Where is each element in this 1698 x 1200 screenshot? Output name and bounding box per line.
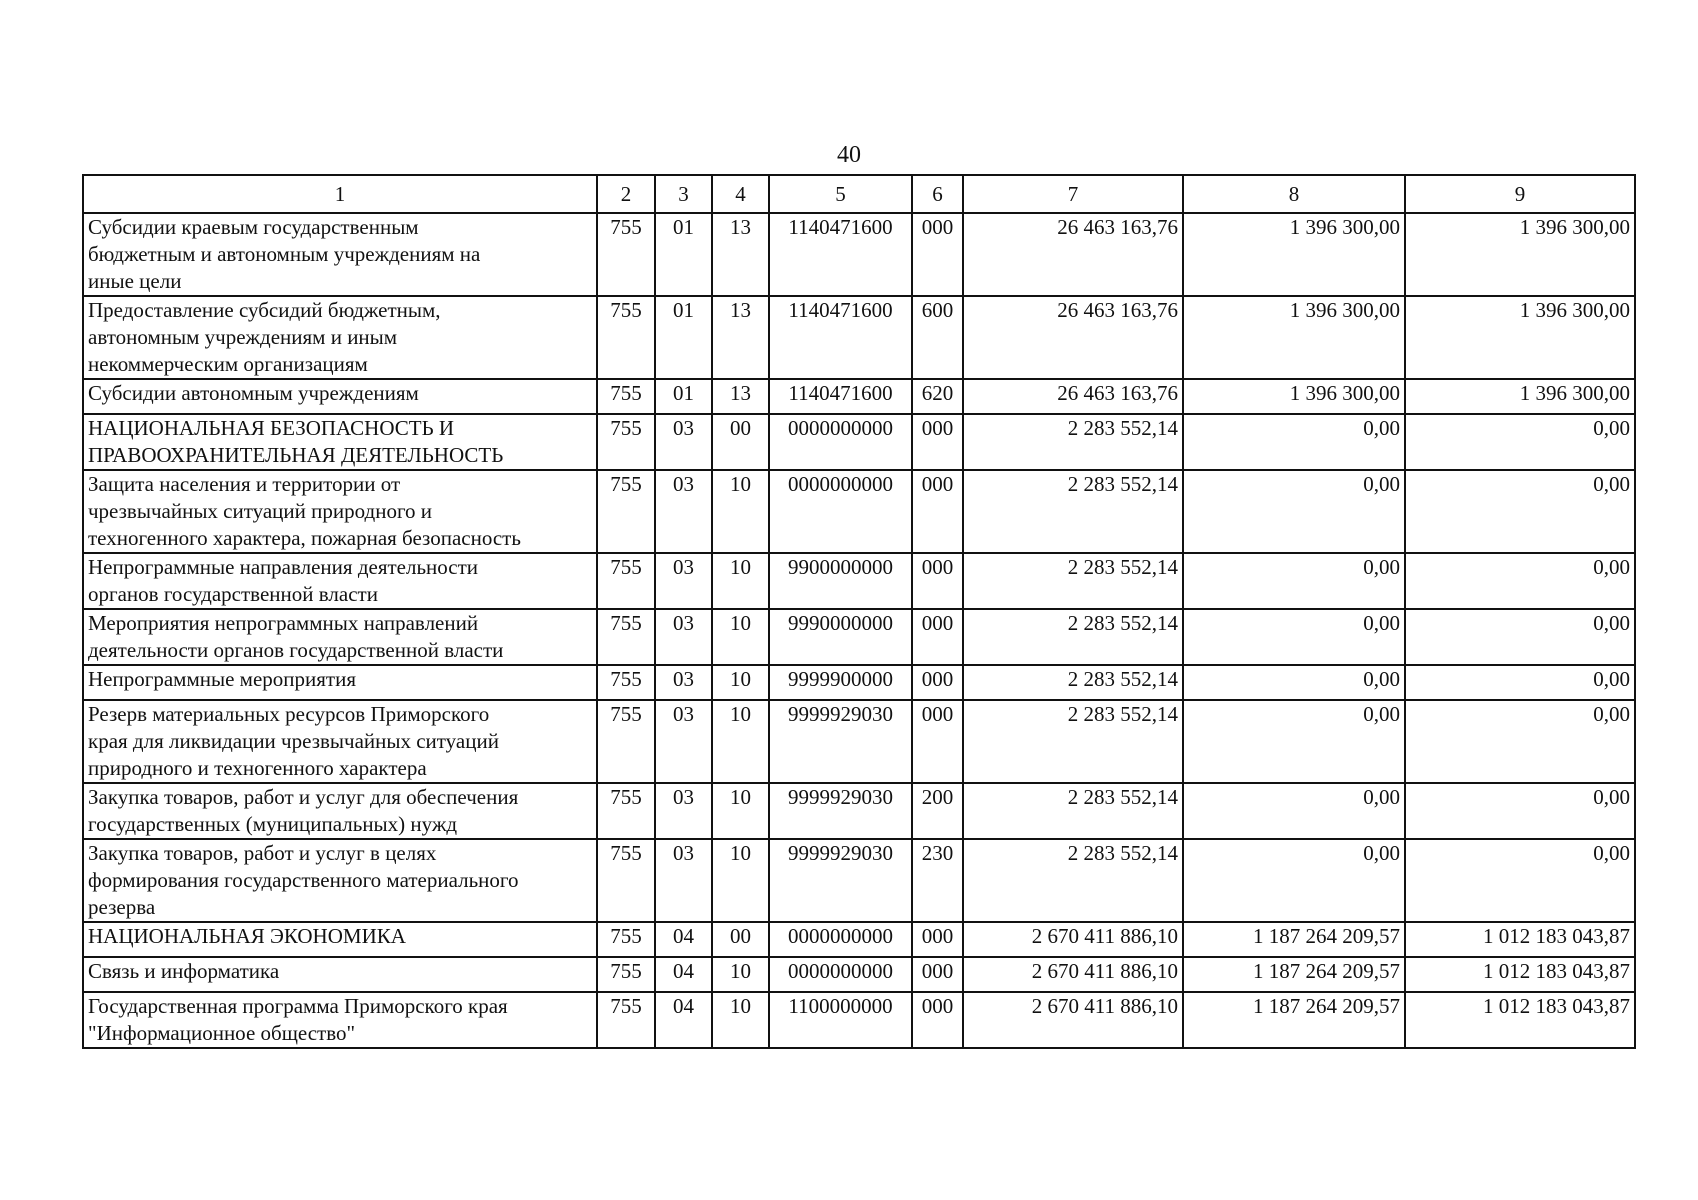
section-cell — [655, 992, 712, 1048]
row-name-cell-text: Предоставление субсидий бюджетным, автономным учреждениям и иным некоммерческим организациям — [88, 298, 441, 376]
row-name-cell — [83, 379, 597, 414]
subsection-cell-text: 00 — [730, 416, 751, 440]
amount-cell — [1183, 414, 1405, 470]
amount-cell-text: 0,00 — [1593, 785, 1630, 809]
expense-type-cell-text: 000 — [921, 215, 954, 239]
amount-cell — [1183, 922, 1405, 957]
amount-cell-text: 1 012 183 043,87 — [1483, 924, 1630, 948]
subsection-cell-text: 13 — [730, 381, 751, 405]
subsection-cell-text: 10 — [730, 994, 751, 1018]
subsection-cell — [712, 922, 769, 957]
target-article-cell — [769, 553, 912, 609]
code-cell — [597, 296, 655, 379]
expense-type-cell — [912, 922, 963, 957]
code-cell-text: 755 — [610, 924, 642, 948]
amount-cell-text: 0,00 — [1593, 611, 1630, 635]
expense-type-cell-text: 000 — [921, 472, 954, 496]
amount-cell — [1405, 553, 1635, 609]
amount-cell — [1183, 553, 1405, 609]
code-cell-text: 755 — [610, 472, 642, 496]
expense-type-cell — [912, 700, 963, 783]
expense-type-cell-text: 200 — [921, 785, 954, 809]
amount-cell — [963, 992, 1183, 1048]
section-cell-text: 01 — [673, 215, 694, 239]
code-cell — [597, 470, 655, 553]
row-name-cell — [83, 609, 597, 665]
amount-cell-text: 2 283 552,14 — [1067, 785, 1178, 809]
code-cell — [597, 783, 655, 839]
amount-cell — [1405, 213, 1635, 296]
row-name-cell — [83, 922, 597, 957]
row-name-cell — [83, 553, 597, 609]
expense-type-cell — [912, 609, 963, 665]
row-name-cell-text: НАЦИОНАЛЬНАЯ БЕЗОПАСНОСТЬ И ПРАВООХРАНИТЕЛЬНАЯ ДЕЯТЕЛЬНОСТЬ — [88, 416, 504, 467]
code-cell-text: 755 — [610, 555, 642, 579]
target-article-cell-text: 1140471600 — [788, 381, 893, 405]
row-name-cell-text: Субсидии автономным учреждениям — [88, 381, 419, 405]
expense-type-cell — [912, 379, 963, 414]
subsection-cell-text: 10 — [730, 611, 751, 635]
target-article-cell-text: 0000000000 — [788, 924, 893, 948]
table-row — [83, 783, 1635, 839]
subsection-cell — [712, 992, 769, 1048]
amount-cell — [963, 213, 1183, 296]
target-article-cell — [769, 379, 912, 414]
amount-cell-text: 1 012 183 043,87 — [1483, 959, 1630, 983]
row-name-cell — [83, 992, 597, 1048]
expense-type-cell — [912, 414, 963, 470]
section-cell — [655, 609, 712, 665]
amount-cell — [963, 296, 1183, 379]
amount-cell — [1183, 700, 1405, 783]
row-name-cell-text: Закупка товаров, работ и услуг для обеспечения государственных (муниципальных) нужд — [88, 785, 519, 836]
target-article-cell — [769, 470, 912, 553]
code-cell-text: 755 — [610, 667, 642, 691]
header-cell: 3 — [655, 175, 712, 213]
section-cell — [655, 296, 712, 379]
amount-cell — [1405, 379, 1635, 414]
code-cell-text: 755 — [610, 611, 642, 635]
amount-cell — [1183, 213, 1405, 296]
amount-cell-text: 0,00 — [1363, 555, 1400, 579]
target-article-cell-text: 9999929030 — [788, 841, 893, 865]
amount-cell — [1183, 957, 1405, 992]
expense-type-cell-text: 000 — [921, 959, 954, 983]
section-cell-text: 03 — [673, 841, 694, 865]
row-name-cell — [83, 700, 597, 783]
expense-type-cell — [912, 296, 963, 379]
amount-cell-text: 0,00 — [1363, 785, 1400, 809]
code-cell-text: 755 — [610, 381, 642, 405]
subsection-cell — [712, 553, 769, 609]
target-article-cell-text: 9999929030 — [788, 785, 893, 809]
code-cell-text: 755 — [610, 959, 642, 983]
header-cell: 8 — [1183, 175, 1405, 213]
amount-cell-text: 1 396 300,00 — [1289, 215, 1400, 239]
amount-cell — [963, 553, 1183, 609]
amount-cell-text: 1 396 300,00 — [1519, 215, 1630, 239]
target-article-cell-text: 0000000000 — [788, 472, 893, 496]
code-cell — [597, 839, 655, 922]
expense-type-cell-text: 000 — [921, 416, 954, 440]
subsection-cell-text: 10 — [730, 472, 751, 496]
subsection-cell — [712, 665, 769, 700]
target-article-cell — [769, 296, 912, 379]
section-cell — [655, 700, 712, 783]
amount-cell — [1405, 957, 1635, 992]
expense-type-cell-text: 600 — [921, 298, 954, 322]
expense-type-cell — [912, 992, 963, 1048]
target-article-cell-text: 1100000000 — [788, 994, 893, 1018]
amount-cell-text: 0,00 — [1593, 555, 1630, 579]
amount-cell — [1183, 783, 1405, 839]
amount-cell — [1405, 700, 1635, 783]
amount-cell — [963, 414, 1183, 470]
amount-cell — [963, 665, 1183, 700]
section-cell-text: 04 — [673, 994, 694, 1018]
target-article-cell-text: 9999900000 — [788, 667, 893, 691]
amount-cell — [963, 609, 1183, 665]
table-row — [83, 414, 1635, 470]
amount-cell — [963, 470, 1183, 553]
target-article-cell — [769, 992, 912, 1048]
amount-cell-text: 1 396 300,00 — [1519, 381, 1630, 405]
table-row — [83, 553, 1635, 609]
subsection-cell-text: 13 — [730, 298, 751, 322]
amount-cell — [1183, 296, 1405, 379]
expense-type-cell-text: 000 — [921, 994, 954, 1018]
amount-cell — [1405, 922, 1635, 957]
table-row — [83, 296, 1635, 379]
table-row — [83, 922, 1635, 957]
code-cell-text: 755 — [610, 702, 642, 726]
amount-cell-text: 0,00 — [1593, 702, 1630, 726]
target-article-cell — [769, 414, 912, 470]
section-cell-text: 01 — [673, 381, 694, 405]
section-cell — [655, 839, 712, 922]
row-name-cell — [83, 296, 597, 379]
subsection-cell — [712, 296, 769, 379]
amount-cell — [1183, 992, 1405, 1048]
subsection-cell — [712, 957, 769, 992]
subsection-cell — [712, 379, 769, 414]
amount-cell-text: 0,00 — [1363, 667, 1400, 691]
amount-cell-text: 2 283 552,14 — [1067, 555, 1178, 579]
row-name-cell-text: Государственная программа Приморского края "Информационное общество" — [88, 994, 508, 1045]
header-cell: 2 — [597, 175, 655, 213]
section-cell-text: 03 — [673, 667, 694, 691]
target-article-cell-text: 1140471600 — [788, 215, 893, 239]
expense-type-cell-text: 230 — [921, 841, 954, 865]
expense-type-cell-text: 000 — [921, 702, 954, 726]
page-number: 40 — [837, 142, 861, 168]
row-name-cell-text: Связь и информатика — [88, 959, 280, 983]
code-cell-text: 755 — [610, 841, 642, 865]
row-name-cell — [83, 470, 597, 553]
header-cell: 1 — [83, 175, 597, 213]
amount-cell-text: 1 012 183 043,87 — [1483, 994, 1630, 1018]
code-cell — [597, 922, 655, 957]
amount-cell — [1405, 609, 1635, 665]
amount-cell — [1405, 992, 1635, 1048]
target-article-cell — [769, 700, 912, 783]
amount-cell-text: 0,00 — [1593, 841, 1630, 865]
target-article-cell — [769, 665, 912, 700]
table-row — [83, 957, 1635, 992]
row-name-cell — [83, 839, 597, 922]
row-name-cell-text: Непрограммные мероприятия — [88, 667, 356, 691]
code-cell — [597, 700, 655, 783]
expense-type-cell — [912, 553, 963, 609]
code-cell — [597, 379, 655, 414]
target-article-cell — [769, 957, 912, 992]
table-row — [83, 609, 1635, 665]
row-name-cell-text: Непрограммные направления деятельности органов государственной власти — [88, 555, 479, 606]
section-cell — [655, 470, 712, 553]
amount-cell — [1183, 839, 1405, 922]
target-article-cell — [769, 609, 912, 665]
section-cell-text: 03 — [673, 472, 694, 496]
section-cell — [655, 213, 712, 296]
expense-type-cell-text: 000 — [921, 667, 954, 691]
amount-cell-text: 1 396 300,00 — [1519, 298, 1630, 322]
section-cell — [655, 665, 712, 700]
amount-cell-text: 2 670 411 886,10 — [1031, 924, 1178, 948]
header-cell: 5 — [769, 175, 912, 213]
row-name-cell — [83, 665, 597, 700]
budget-table — [82, 174, 1636, 1049]
amount-cell-text: 2 283 552,14 — [1067, 702, 1178, 726]
target-article-cell — [769, 213, 912, 296]
amount-cell-text: 1 396 300,00 — [1289, 298, 1400, 322]
subsection-cell — [712, 470, 769, 553]
expense-type-cell — [912, 783, 963, 839]
target-article-cell-text: 1140471600 — [788, 298, 893, 322]
amount-cell — [1405, 783, 1635, 839]
header-cell: 6 — [912, 175, 963, 213]
table-body — [83, 213, 1635, 1048]
section-cell — [655, 379, 712, 414]
amount-cell-text: 2 283 552,14 — [1067, 841, 1178, 865]
amount-cell — [1405, 296, 1635, 379]
target-article-cell — [769, 783, 912, 839]
target-article-cell — [769, 922, 912, 957]
amount-cell-text: 2 283 552,14 — [1067, 667, 1178, 691]
table-row — [83, 665, 1635, 700]
target-article-cell — [769, 839, 912, 922]
amount-cell — [963, 379, 1183, 414]
code-cell-text: 755 — [610, 994, 642, 1018]
amount-cell — [1183, 470, 1405, 553]
row-name-cell — [83, 213, 597, 296]
amount-cell-text: 0,00 — [1593, 416, 1630, 440]
amount-cell — [1405, 414, 1635, 470]
amount-cell-text: 0,00 — [1363, 702, 1400, 726]
code-cell-text: 755 — [610, 416, 642, 440]
amount-cell-text: 1 187 264 209,57 — [1253, 994, 1400, 1018]
code-cell — [597, 553, 655, 609]
subsection-cell-text: 10 — [730, 841, 751, 865]
table-row — [83, 213, 1635, 296]
amount-cell-text: 0,00 — [1363, 416, 1400, 440]
target-article-cell-text: 0000000000 — [788, 416, 893, 440]
subsection-cell-text: 10 — [730, 667, 751, 691]
row-name-cell-text: Защита населения и территории от чрезвычайных ситуаций природного и техногенного характера, пожарная безопасность — [88, 472, 521, 550]
code-cell — [597, 665, 655, 700]
section-cell-text: 03 — [673, 555, 694, 579]
amount-cell-text: 2 670 411 886,10 — [1031, 959, 1178, 983]
target-article-cell-text: 0000000000 — [788, 959, 893, 983]
amount-cell — [963, 957, 1183, 992]
section-cell-text: 01 — [673, 298, 694, 322]
amount-cell-text: 2 283 552,14 — [1067, 472, 1178, 496]
subsection-cell — [712, 700, 769, 783]
code-cell — [597, 609, 655, 665]
section-cell — [655, 553, 712, 609]
subsection-cell-text: 13 — [730, 215, 751, 239]
expense-type-cell — [912, 839, 963, 922]
amount-cell-text: 0,00 — [1593, 472, 1630, 496]
section-cell-text: 03 — [673, 611, 694, 635]
code-cell-text: 755 — [610, 298, 642, 322]
amount-cell-text: 0,00 — [1363, 472, 1400, 496]
row-name-cell — [83, 783, 597, 839]
section-cell-text: 04 — [673, 924, 694, 948]
amount-cell-text: 2 283 552,14 — [1067, 611, 1178, 635]
section-cell — [655, 414, 712, 470]
section-cell-text: 03 — [673, 785, 694, 809]
expense-type-cell-text: 000 — [921, 555, 954, 579]
header-cell: 4 — [712, 175, 769, 213]
amount-cell-text: 0,00 — [1363, 841, 1400, 865]
subsection-cell — [712, 783, 769, 839]
amount-cell — [1405, 470, 1635, 553]
expense-type-cell — [912, 213, 963, 296]
amount-cell — [1183, 609, 1405, 665]
amount-cell-text: 1 187 264 209,57 — [1253, 959, 1400, 983]
row-name-cell-text: Субсидии краевым государственным бюджетным и автономным учреждениям на иные цели — [88, 215, 481, 293]
subsection-cell — [712, 839, 769, 922]
section-cell-text: 03 — [673, 416, 694, 440]
row-name-cell-text: НАЦИОНАЛЬНАЯ ЭКОНОМИКА — [88, 924, 406, 948]
target-article-cell-text: 9900000000 — [788, 555, 893, 579]
amount-cell — [1183, 665, 1405, 700]
subsection-cell-text: 10 — [730, 785, 751, 809]
header-cell: 7 — [963, 175, 1183, 213]
amount-cell-text: 26 463 163,76 — [1057, 215, 1178, 239]
code-cell-text: 755 — [610, 215, 642, 239]
table-row — [83, 700, 1635, 783]
expense-type-cell-text: 000 — [921, 611, 954, 635]
subsection-cell — [712, 213, 769, 296]
subsection-cell — [712, 414, 769, 470]
table-row — [83, 379, 1635, 414]
amount-cell-text: 1 396 300,00 — [1289, 381, 1400, 405]
row-name-cell — [83, 957, 597, 992]
subsection-cell-text: 10 — [730, 555, 751, 579]
section-cell-text: 03 — [673, 702, 694, 726]
table-row — [83, 992, 1635, 1048]
section-cell — [655, 922, 712, 957]
expense-type-cell-text: 000 — [921, 924, 954, 948]
row-name-cell — [83, 414, 597, 470]
subsection-cell-text: 00 — [730, 924, 751, 948]
row-name-cell-text: Резерв материальных ресурсов Приморского края для ликвидации чрезвычайных ситуаций природного и техногенного характера — [88, 702, 499, 780]
subsection-cell-text: 10 — [730, 702, 751, 726]
code-cell — [597, 414, 655, 470]
amount-cell — [1405, 665, 1635, 700]
amount-cell-text: 2 283 552,14 — [1067, 416, 1178, 440]
code-cell — [597, 992, 655, 1048]
expense-type-cell — [912, 665, 963, 700]
section-cell-text: 04 — [673, 959, 694, 983]
expense-type-cell — [912, 957, 963, 992]
target-article-cell-text: 9990000000 — [788, 611, 893, 635]
amount-cell-text: 26 463 163,76 — [1057, 381, 1178, 405]
expense-type-cell — [912, 470, 963, 553]
code-cell — [597, 213, 655, 296]
amount-cell — [1405, 839, 1635, 922]
amount-cell-text: 1 187 264 209,57 — [1253, 924, 1400, 948]
amount-cell — [1183, 379, 1405, 414]
header-cell: 9 — [1405, 175, 1635, 213]
amount-cell-text: 26 463 163,76 — [1057, 298, 1178, 322]
code-cell — [597, 957, 655, 992]
table-row — [83, 839, 1635, 922]
row-name-cell-text: Закупка товаров, работ и услуг в целях формирования государственного материального резерва — [88, 841, 519, 919]
section-cell — [655, 957, 712, 992]
expense-type-cell-text: 620 — [921, 381, 954, 405]
amount-cell — [963, 700, 1183, 783]
target-article-cell-text: 9999929030 — [788, 702, 893, 726]
row-name-cell-text: Мероприятия непрограммных направлений деятельности органов государственной власти — [88, 611, 504, 662]
amount-cell — [963, 839, 1183, 922]
code-cell-text: 755 — [610, 785, 642, 809]
amount-cell-text: 2 670 411 886,10 — [1031, 994, 1178, 1018]
section-cell — [655, 783, 712, 839]
subsection-cell-text: 10 — [730, 959, 751, 983]
amount-cell — [963, 783, 1183, 839]
amount-cell — [963, 922, 1183, 957]
header-row — [83, 175, 1635, 213]
amount-cell-text: 0,00 — [1363, 611, 1400, 635]
table-row — [83, 470, 1635, 553]
subsection-cell — [712, 609, 769, 665]
amount-cell-text: 0,00 — [1593, 667, 1630, 691]
